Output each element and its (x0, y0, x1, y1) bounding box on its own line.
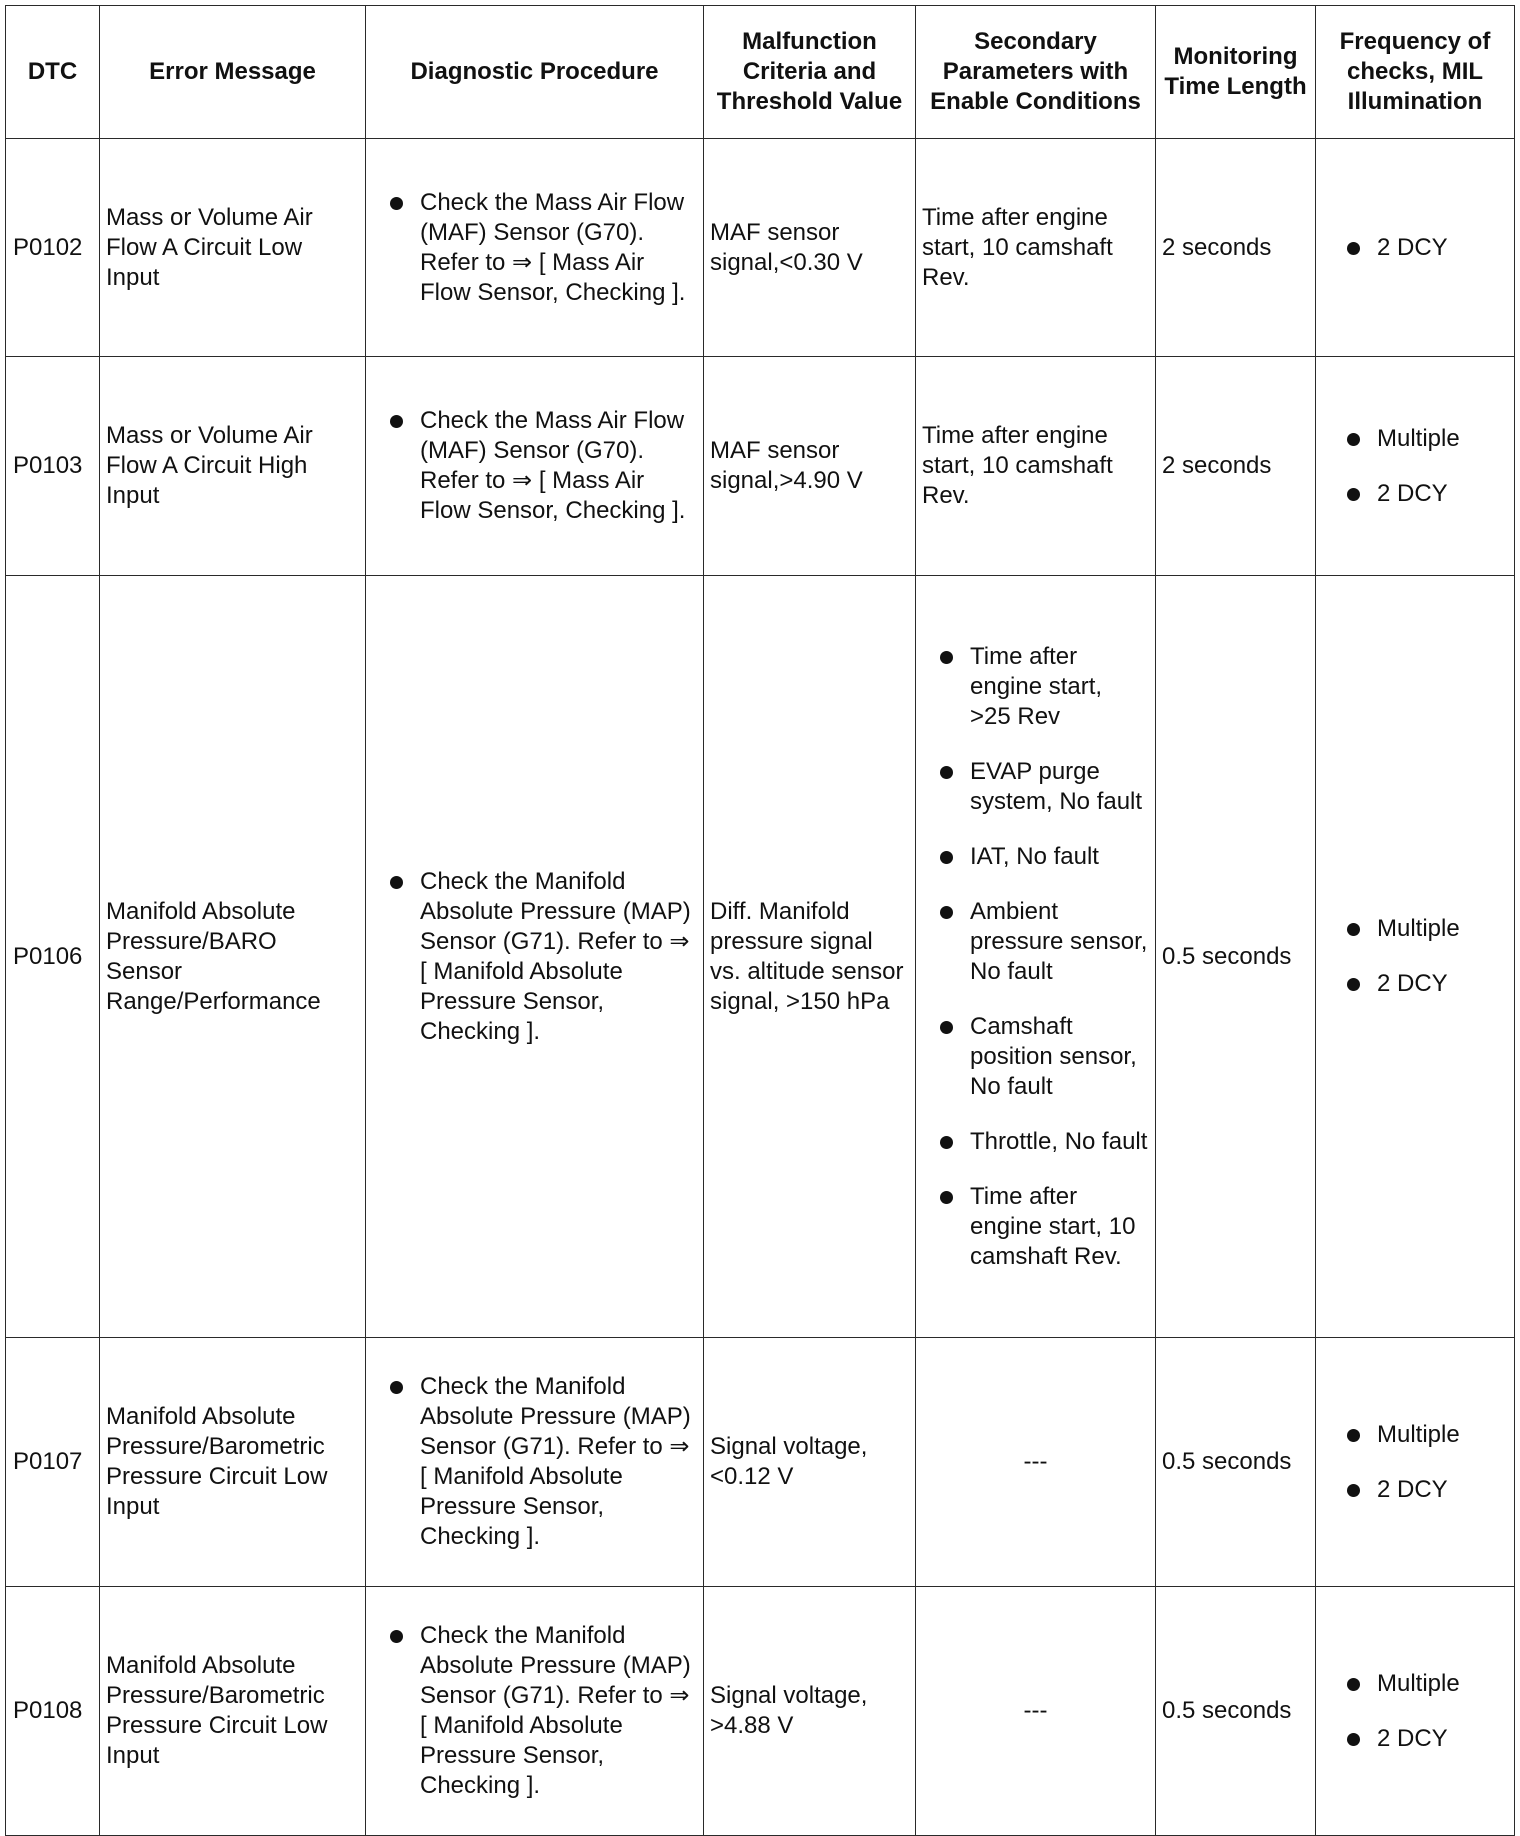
header-dtc: DTC (6, 6, 100, 139)
secondary-item: Time after engine start, >25 Rev (922, 642, 1149, 732)
table-row (6, 1338, 1515, 1587)
frequency-item: Multiple (1322, 1420, 1508, 1450)
error-message: Mass or Volume Air Flow A Circuit Low Input (100, 139, 366, 357)
error-message: Manifold Absolute Pressure/Barometric Pressure Circuit Low Input (100, 1338, 366, 1587)
table-row (6, 139, 1515, 357)
frequency-item: 2 DCY (1322, 1475, 1508, 1505)
header-secondary-parameters: Secondary Parameters with Enable Conditions (916, 6, 1156, 139)
frequency-item: Multiple (1322, 424, 1508, 454)
monitoring-time: 2 seconds (1156, 139, 1316, 357)
frequency-item: Multiple (1322, 1669, 1508, 1699)
secondary-parameters: --- (916, 1338, 1156, 1587)
procedure-item: Check the Manifold Absolute Pressure (MAP) Sensor (G71). Refer to ⇒ [ Manifold Absolute Pressure Sensor, Checking ]. (372, 867, 697, 1047)
secondary-parameters (916, 576, 1156, 1338)
secondary-parameters: Time after engine start, 10 camshaft Rev. (916, 139, 1156, 357)
header-row (6, 6, 1515, 139)
secondary-item: EVAP purge system, No fault (922, 757, 1149, 817)
secondary-item: Throttle, No fault (922, 1127, 1149, 1157)
malfunction-criteria: Diff. Manifold pressure signal vs. altitude sensor signal, >150 hPa (704, 576, 916, 1338)
error-message: Manifold Absolute Pressure/Barometric Pressure Circuit Low Input (100, 1587, 366, 1836)
secondary-item: Ambient pressure sensor, No fault (922, 897, 1149, 987)
monitoring-time: 0.5 seconds (1156, 1338, 1316, 1587)
secondary-item: Time after engine start, 10 camshaft Rev. (922, 1182, 1149, 1272)
header-error-message: Error Message (100, 6, 366, 139)
frequency (1316, 139, 1515, 357)
monitoring-time: 0.5 seconds (1156, 576, 1316, 1338)
dtc-code: P0106 (6, 576, 100, 1338)
error-message: Manifold Absolute Pressure/BARO Sensor Range/Performance (100, 576, 366, 1338)
secondary-parameters: --- (916, 1587, 1156, 1836)
secondary-item: IAT, No fault (922, 842, 1149, 872)
monitoring-time: 0.5 seconds (1156, 1587, 1316, 1836)
header-diagnostic-procedure: Diagnostic Procedure (366, 6, 704, 139)
header-malfunction-criteria: Malfunction Criteria and Threshold Value (704, 6, 916, 139)
frequency (1316, 1338, 1515, 1587)
frequency-item: 2 DCY (1322, 479, 1508, 509)
frequency-item: Multiple (1322, 914, 1508, 944)
secondary-parameters: Time after engine start, 10 camshaft Rev. (916, 357, 1156, 576)
frequency-item: 2 DCY (1322, 233, 1508, 263)
procedure-item: Check the Mass Air Flow (MAF) Sensor (G70). Refer to ⇒ [ Mass Air Flow Sensor, Checking ]. (372, 406, 697, 526)
frequency (1316, 1587, 1515, 1836)
diagnostic-procedure (366, 357, 704, 576)
malfunction-criteria: Signal voltage, >4.88 V (704, 1587, 916, 1836)
dtc-code: P0108 (6, 1587, 100, 1836)
header-monitoring-time: Monitoring Time Length (1156, 6, 1316, 139)
header-frequency: Frequency of checks, MIL Illumination (1316, 6, 1515, 139)
procedure-item: Check the Mass Air Flow (MAF) Sensor (G70). Refer to ⇒ [ Mass Air Flow Sensor, Checking ]. (372, 188, 697, 308)
procedure-item: Check the Manifold Absolute Pressure (MAP) Sensor (G71). Refer to ⇒ [ Manifold Absolute Pressure Sensor, Checking ]. (372, 1372, 697, 1552)
diagnostic-procedure (366, 1338, 704, 1587)
diagnostic-procedure (366, 1587, 704, 1836)
diagnostic-procedure (366, 576, 704, 1338)
procedure-item: Check the Manifold Absolute Pressure (MAP) Sensor (G71). Refer to ⇒ [ Manifold Absolute Pressure Sensor, Checking ]. (372, 1621, 697, 1801)
malfunction-criteria: MAF sensor signal,<0.30 V (704, 139, 916, 357)
frequency (1316, 357, 1515, 576)
table-row (6, 576, 1515, 1338)
dtc-code: P0102 (6, 139, 100, 357)
dtc-code: P0107 (6, 1338, 100, 1587)
diagnostic-procedure (366, 139, 704, 357)
frequency-item: 2 DCY (1322, 969, 1508, 999)
error-message: Mass or Volume Air Flow A Circuit High Input (100, 357, 366, 576)
table-row (6, 1587, 1515, 1836)
secondary-item: Camshaft position sensor, No fault (922, 1012, 1149, 1102)
frequency (1316, 576, 1515, 1338)
dtc-table (5, 5, 1515, 1836)
dtc-code: P0103 (6, 357, 100, 576)
frequency-item: 2 DCY (1322, 1724, 1508, 1754)
malfunction-criteria: Signal voltage, <0.12 V (704, 1338, 916, 1587)
monitoring-time: 2 seconds (1156, 357, 1316, 576)
table-row (6, 357, 1515, 576)
malfunction-criteria: MAF sensor signal,>4.90 V (704, 357, 916, 576)
